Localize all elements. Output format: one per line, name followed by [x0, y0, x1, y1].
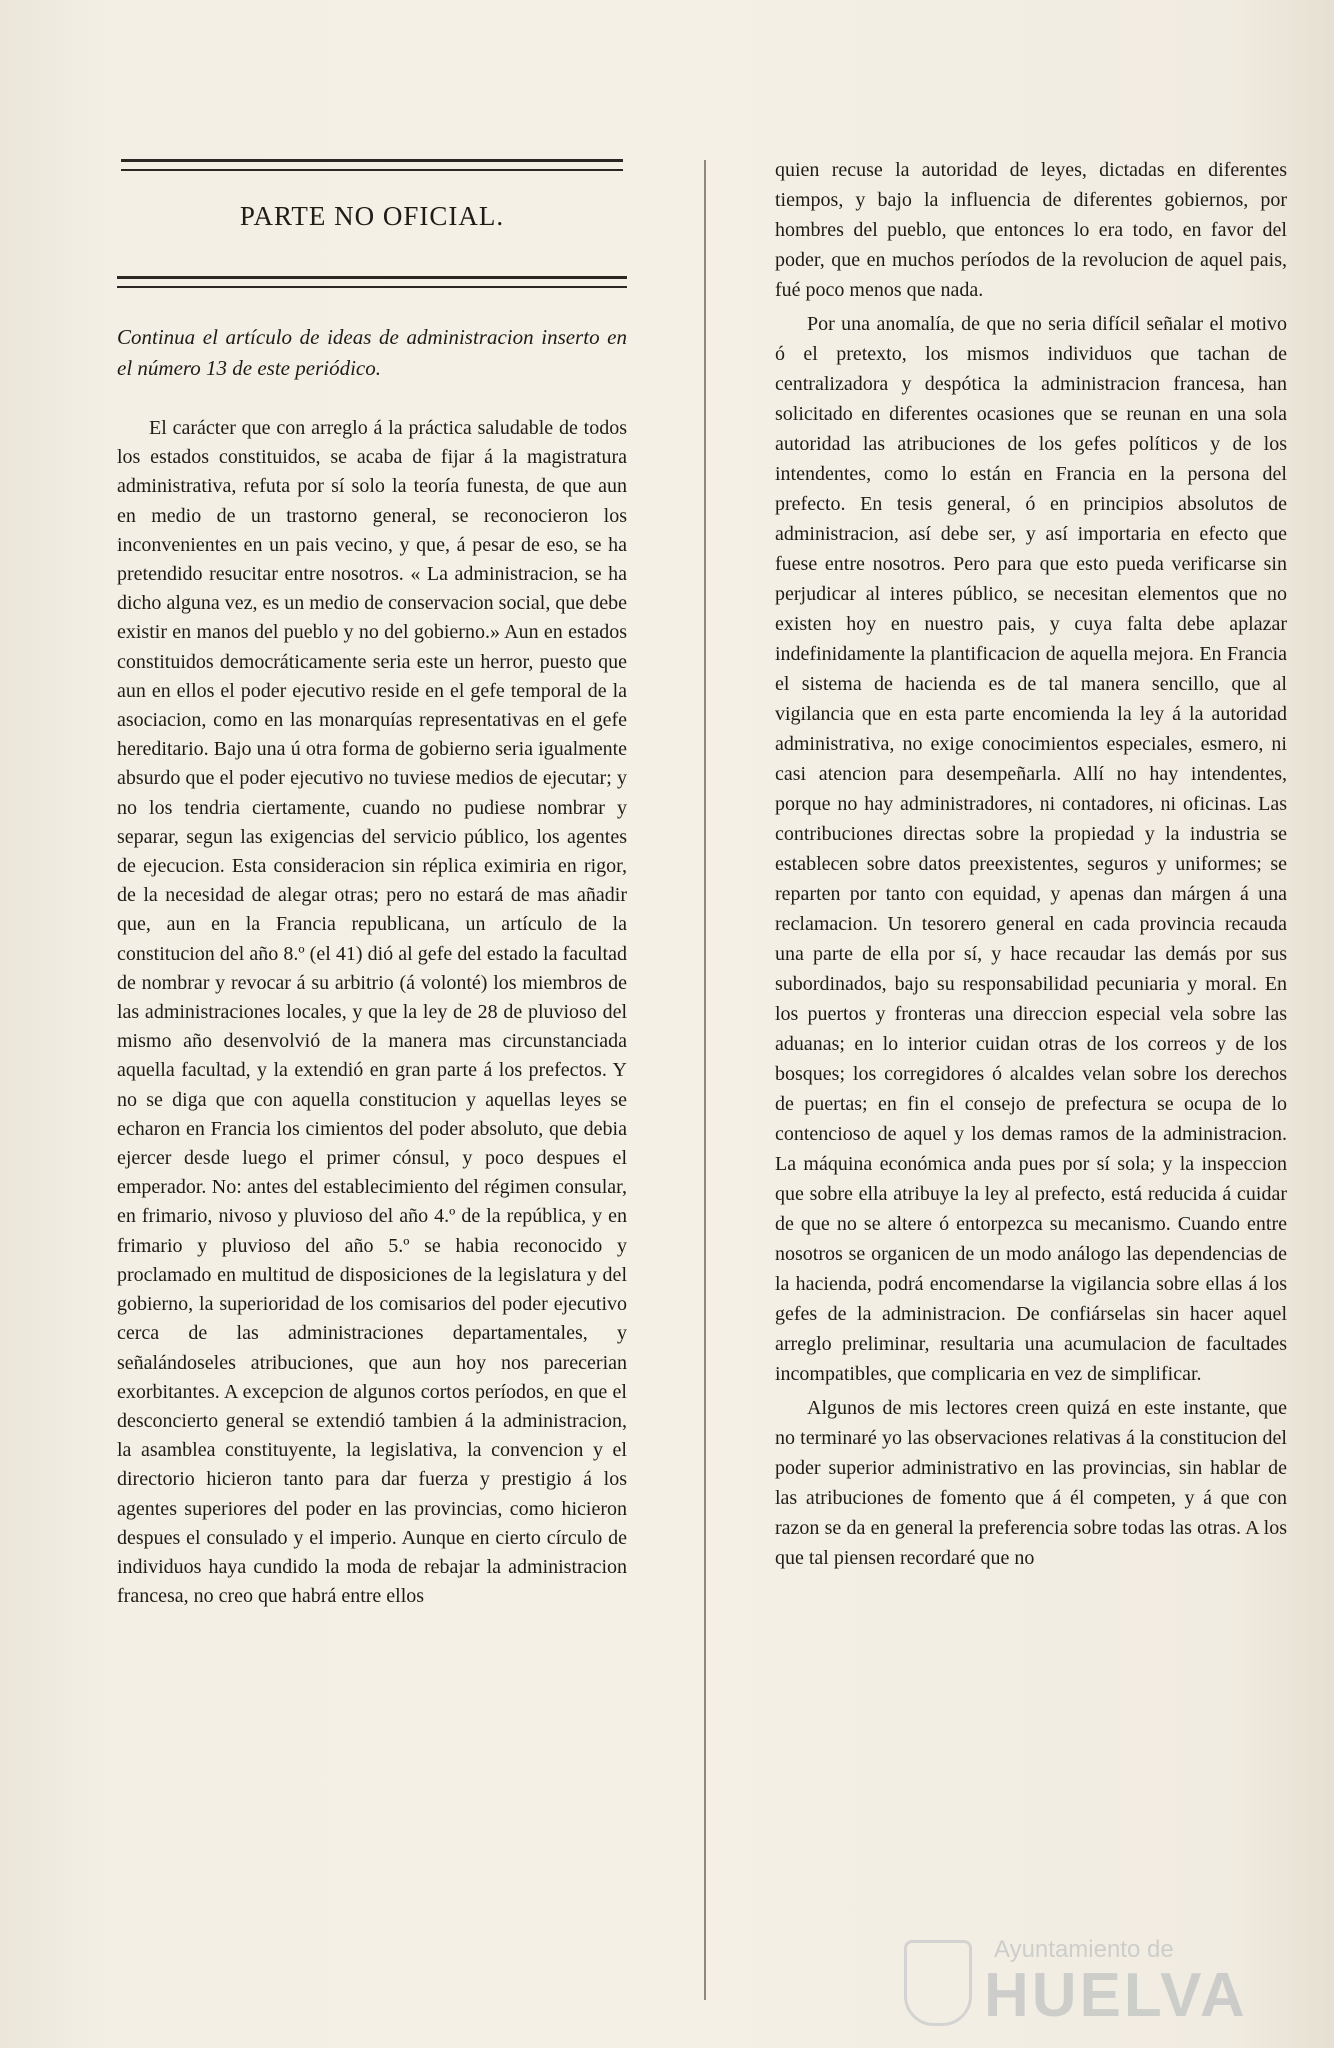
right-paragraph-3: Algunos de mis lectores creen quizá en este instante, que no terminaré yo las observaciones relativas á la constitucion del poder superior administrativo en las provincias, sin hablar de las atribuciones de fomento que á él competen, y á que con razon se da en general la preferencia sobre todas las otras. A los que tal piensen recordaré que no [775, 1397, 1287, 1569]
title-rule [117, 276, 627, 288]
left-column [117, 155, 627, 1611]
article-subtitle: Continua el artículo de ideas de administracion inserto en el número 13 de este periódico. [117, 325, 627, 380]
right-paragraph-2: Por una anomalía, de que no seria difícil señalar el motivo ó el pretexto, los mismos individuos que tachan de centralizadora y despótica la administracion francesa, han solicitado en diferentes ocasiones que se reunan en una sola autoridad las atribuciones de los gefes políticos y de los intendentes, como lo están en Francia en la persona del prefecto. En tesis general, ó en principios absolutos de administracion, así debe ser, y así importaria en efecto que fuese entre nosotros. Pero para que esto pueda verificarse sin perjudicar al interes público, se necesitan elementos que no existen hoy en nuestro pais, y cuya falta debe aplazar indefinidamente la plantificacion de aquella mejora. En Francia el sistema de hacienda es de tal manera sencillo, que al vigilancia que en esta parte encomienda la ley á la autoridad administrativa, no exige conocimientos especiales, esmero, ni casi atencion para desempeñarla. Allí no hay intendentes, porque no hay administradores, ni contadores, ni oficinas. Las contribuciones directas sobre la propiedad y la industria se establecen sobre datos preexistentes, seguros y uniformes; se reparten por tanto con equidad, y apenas dan márgen á una reclamacion. Un tesorero general en cada provincia recauda una parte de ella por sí, y hace recaudar las demás por sus subordinados, bajo su responsabilidad pecuniaria y moral. En los puertos y fronteras una direccion especial vela sobre las aduanas; en lo interior cuidan otras de los correos y de los bosques; los corregidores ó alcaldes velan sobre los derechos de puertas; en fin el consejo de prefectura se ocupa de lo contencioso de aquel y los demas ramos de la administracion. La máquina económica anda pues por sí sola; y la inspeccion que sobre ella atribuye la ley al prefecto, está reducida á cuidar de que no se altere ó entorpezca su mecanismo. Cuando entre nosotros se organicen de un modo análogo las dependencias de la hacienda, podrá encomendarse la vigilancia sobre ellas á los gefes de la administracion. De confiárselas sin hacer aquel arreglo preliminar, resultaria una acumulacion de facultades incompatibles, que complicaria en vez de simplificar. [775, 313, 1287, 1385]
watermark-small-text: Ayuntamiento de [994, 1936, 1174, 1963]
right-column [775, 155, 1287, 1573]
coat-of-arms-icon [904, 1940, 972, 2026]
section-title: PARTE NO OFICIAL. [239, 201, 505, 231]
watermark [904, 1920, 1264, 2030]
watermark-big-text: HUELVA [984, 1961, 1248, 2030]
column-divider [704, 160, 706, 2000]
top-rule [121, 159, 623, 171]
right-paragraph-1: quien recuse la autoridad de leyes, dictadas en diferentes tiempos, y bajo la influencia de diferentes gobiernos, por hombres del pueblo, que entonces lo era todo, en favor del poder, que en muchos períodos de la revolucion de aquel pais, fué poco menos que nada. [775, 159, 1287, 301]
left-paragraph: El carácter que con arreglo á la práctica saludable de todos los estados constituidos, se acaba de fijar á la magistratura administrativa, refuta por sí solo la teoría funesta, de que aun en medio de un trastorno general, se reconocieron los inconvenientes en un pais vecino, y que, á pesar de eso, se ha pretendido resucitar entre nosotros. « La administracion, se ha dicho alguna vez, es un medio de conservacion social, que debe existir en manos del pueblo y no del gobierno.» Aun en estados constituidos democráticamente seria este un herror, puesto que aun en ellos el poder ejecutivo reside en el gefe temporal de la asociacion, como en las monarquías representativas en el gefe hereditario. Bajo una ú otra forma de gobierno seria igualmente absurdo que el poder ejecutivo no tuviese medios de ejecutar; y no los tendria ciertamente, cuando no pudiese nombrar y separar, segun las exigencias del servicio público, los agentes de ejecucion. Esta consideracion sin réplica eximiria en rigor, de la necesidad de alegar otras; pero no estará de mas añadir que, aun en la Francia republicana, un artículo de la constitucion del año 8.º (el 41) dió al gefe del estado la facultad de nombrar y revocar á su arbitrio (á volonté) los miembros de las administraciones locales, y que la ley de 28 de pluvioso del mismo año desenvolvió de la manera mas circunstanciada aquella facultad, y la extendió en gran parte á los prefectos. Y no se diga que con aquella constitucion y aquellas leyes se echaron en Francia los cimientos del poder absoluto, que debia ejercer desde luego el primer cónsul, y poco despues el emperador. No: antes del establecimiento del régimen consular, en frimario, nivoso y pluvioso del año 4.º de la república, y en frimario y pluvioso del año 5.º se habia reconocido y proclamado en multitud de disposiciones de la legislatura y del gobierno, la superioridad de los comisarios del poder ejecutivo cerca de las administraciones departamentales, y señalándoseles atribuciones, que aun hoy nos parecerian exorbitantes. A excepcion de algunos cortos períodos, en que el desconcierto general se extendió tambien á la administracion, la asamblea constituyente, la legislativa, la convencion y el directorio hicieron tanto para dar fuerza y prestigio á los agentes superiores del poder en las provincias, como hicieron despues el consulado y el imperio. Aunque en cierto círculo de individuos haya cundido la moda de rebajar la administracion francesa, no creo que habrá entre ellos [117, 417, 627, 1608]
